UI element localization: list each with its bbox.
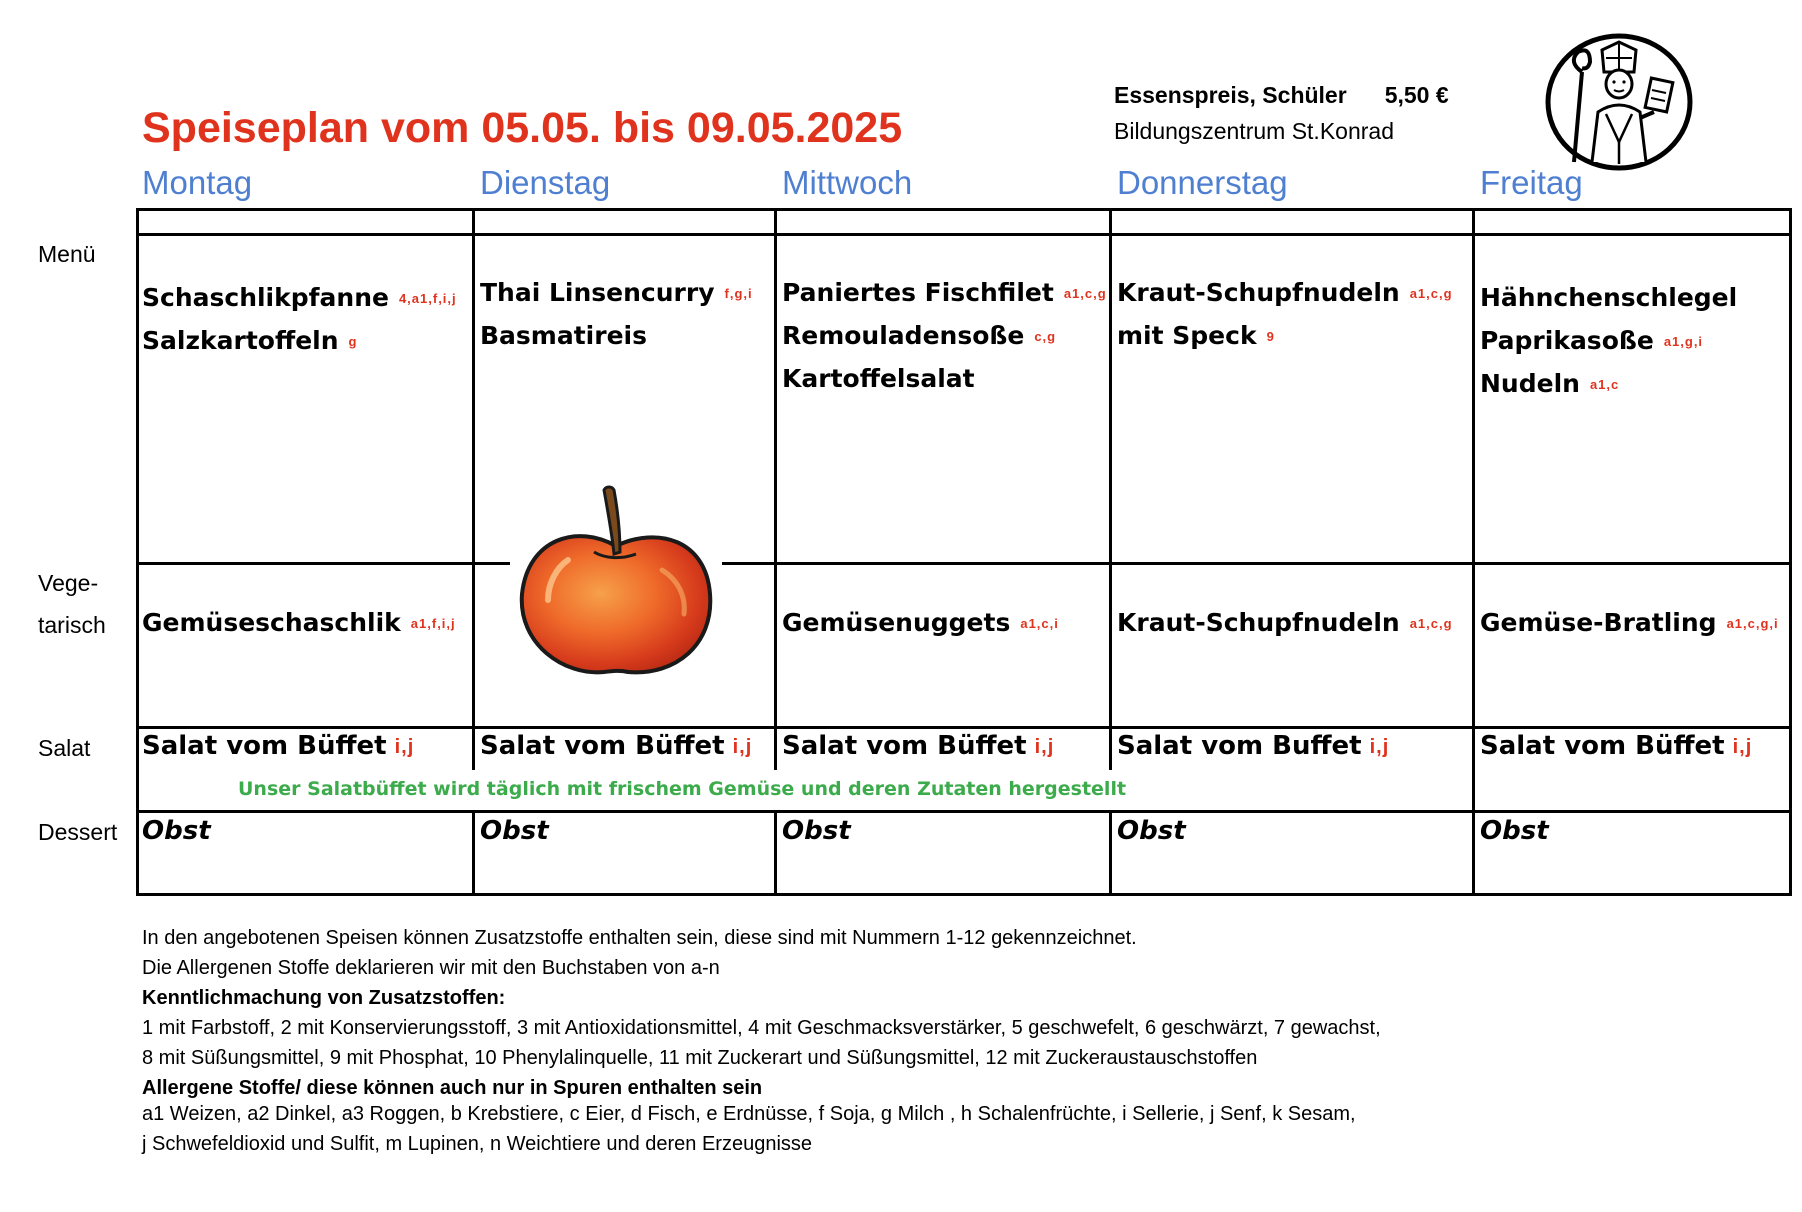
allergen-codes: i,j [732, 735, 753, 758]
dish-line: Nudeln a1,c [1480, 369, 1620, 398]
dessert-cell-tuesday: Obst [480, 816, 549, 846]
grid-line [136, 726, 1792, 729]
page-title: Speiseplan vom 05.05. bis 09.05.2025 [142, 104, 903, 152]
grid-line [136, 208, 1792, 211]
grid-line [774, 208, 777, 770]
row-label-vegetarian-2: tarisch [38, 612, 106, 638]
allergen-codes: a1,c,g [1409, 286, 1453, 301]
dessert-cell-monday: Obst [142, 816, 211, 846]
salad-cell-thursday: Salat vom Buffet i,j [1117, 731, 1390, 761]
day-header-tuesday: Dienstag [480, 164, 611, 201]
allergen-codes: a1,f,i,j [410, 616, 456, 631]
allergen-codes: i,j [1034, 735, 1055, 758]
menu-cell-friday [1480, 277, 1747, 406]
day-header-thursday: Donnerstag [1117, 164, 1288, 201]
dish-line: mit Speck 9 [1117, 321, 1275, 350]
dish-line: Paniertes Fischfilet a1,c,g [782, 278, 1107, 307]
vegetarian-cell-friday: Gemüse-Bratling a1,c,g,i [1480, 608, 1779, 637]
grid-line [136, 562, 510, 565]
school-name: Bildungszentrum St.Konrad [1114, 118, 1394, 144]
vegetarian-cell-thursday: Kraut-Schupfnudeln a1,c,g [1117, 608, 1453, 637]
dish-line: Salzkartoffeln g [142, 326, 358, 355]
grid-line [136, 893, 1792, 896]
allergen-codes: a1,c,i [1020, 616, 1059, 631]
allergen-codes: c,g [1034, 329, 1057, 344]
menu-cell-thursday [1117, 272, 1453, 358]
price-info [1114, 82, 1449, 109]
dish-line: Paprikasoße a1,g,i [1480, 326, 1704, 355]
footer-line: Die Allergenen Stoffe deklarieren wir mit den Buchstaben von a-n [142, 957, 720, 979]
footer-heading: Kenntlichmachung von Zusatzstoffen: [142, 987, 506, 1009]
day-header-monday: Montag [142, 164, 253, 201]
grid-line [722, 562, 1792, 565]
menu-cell-monday [142, 277, 457, 363]
grid-line [774, 810, 777, 896]
allergen-codes: i,j [1732, 735, 1753, 758]
allergen-codes: f,g,i [724, 286, 753, 301]
allergen-codes: i,j [394, 735, 415, 758]
footer-line: 8 mit Süßungsmittel, 9 mit Phosphat, 10 Phenylalinquelle, 11 mit Zuckerart und Süßungsmittel, 12 mit Zuckeraustauschstoffen [142, 1047, 1258, 1069]
salad-cell-wednesday: Salat vom Büffet i,j [782, 731, 1055, 761]
grid-line [472, 208, 475, 770]
grid-line [1109, 810, 1112, 896]
day-header-wednesday: Mittwoch [782, 164, 913, 201]
grid-line [1472, 208, 1475, 896]
dish-line: Basmatireis [480, 321, 647, 350]
price-label: Essenspreis, Schüler [1114, 82, 1347, 108]
row-label-menu: Menü [38, 241, 96, 267]
grid-line [136, 233, 1792, 236]
salad-cell-monday: Salat vom Büffet i,j [142, 731, 415, 761]
row-label-vegetarian-1: Vege- [38, 570, 99, 596]
allergen-codes: a1,g,i [1663, 334, 1704, 349]
row-label-dessert: Dessert [38, 819, 118, 845]
allergen-codes: a1,c,g,i [1726, 616, 1779, 631]
allergen-codes: i,j [1369, 735, 1390, 758]
allergen-codes: a1,c,g [1409, 616, 1453, 631]
salad-cell-tuesday: Salat vom Büffet i,j [480, 731, 753, 761]
dish-line: Remouladensoße c,g [782, 321, 1057, 350]
salad-buffet-note: Unser Salatbüffet wird täglich mit frischem Gemüse und deren Zutaten hergestellt [238, 778, 1127, 800]
footer-line: a1 Weizen, a2 Dinkel, a3 Roggen, b Krebstiere, c Eier, d Fisch, e Erdnüsse, f Soja, g Milch , h Schalenfrüchte, i Sellerie, j Senf, k Sesam, [142, 1103, 1356, 1125]
vegetarian-cell-wednesday: Gemüsenuggets a1,c,i [782, 608, 1059, 637]
apple-illustration [508, 484, 728, 684]
row-label-salad: Salat [38, 735, 91, 761]
grid-line [1789, 208, 1792, 896]
dessert-cell-thursday: Obst [1117, 816, 1186, 846]
allergen-codes: 9 [1266, 329, 1275, 344]
grid-line [136, 810, 1792, 813]
menu-cell-tuesday [480, 272, 753, 358]
footer-heading: Allergene Stoffe/ diese können auch nur in Spuren enthalten sein [142, 1077, 763, 1099]
dish-line: Hähnchenschlegel [1480, 283, 1738, 312]
allergen-codes: 4,a1,f,i,j [398, 291, 457, 306]
dessert-cell-wednesday: Obst [782, 816, 851, 846]
dish-line: Kraut-Schupfnudeln a1,c,g [1117, 278, 1453, 307]
allergen-codes: g [348, 334, 358, 349]
day-header-friday: Freitag [1480, 164, 1583, 201]
footer-line: j Schwefeldioxid und Sulfit, m Lupinen, n Weichtiere und deren Erzeugnisse [142, 1133, 813, 1155]
dish-line: Schaschlikpfanne 4,a1,f,i,j [142, 283, 457, 312]
price-value: 5,50 € [1384, 82, 1449, 108]
allergen-codes: a1,c,g [1063, 286, 1107, 301]
footer-line: In den angebotenen Speisen können Zusatzstoffe enthalten sein, diese sind mit Nummern 1-12 gekennzeichnet. [142, 927, 1137, 949]
grid-line [136, 208, 139, 896]
grid-line [472, 810, 475, 896]
grid-line [1109, 208, 1112, 770]
dish-line: Thai Linsencurry f,g,i [480, 278, 753, 307]
salad-cell-friday: Salat vom Büffet i,j [1480, 731, 1753, 761]
menu-cell-wednesday [782, 272, 1107, 401]
vegetarian-cell-monday: Gemüseschaschlik a1,f,i,j [142, 608, 456, 637]
dessert-cell-friday: Obst [1480, 816, 1549, 846]
allergen-codes: a1,c [1589, 377, 1620, 392]
footer-line: 1 mit Farbstoff, 2 mit Konservierungsstoff, 3 mit Antioxidationsmittel, 4 mit Geschmacksverstärker, 5 geschwefelt, 6 geschwärzt, 7 gewachst, [142, 1017, 1381, 1039]
bishop-seal-icon [1544, 32, 1694, 172]
dish-line: Kartoffelsalat [782, 364, 975, 393]
